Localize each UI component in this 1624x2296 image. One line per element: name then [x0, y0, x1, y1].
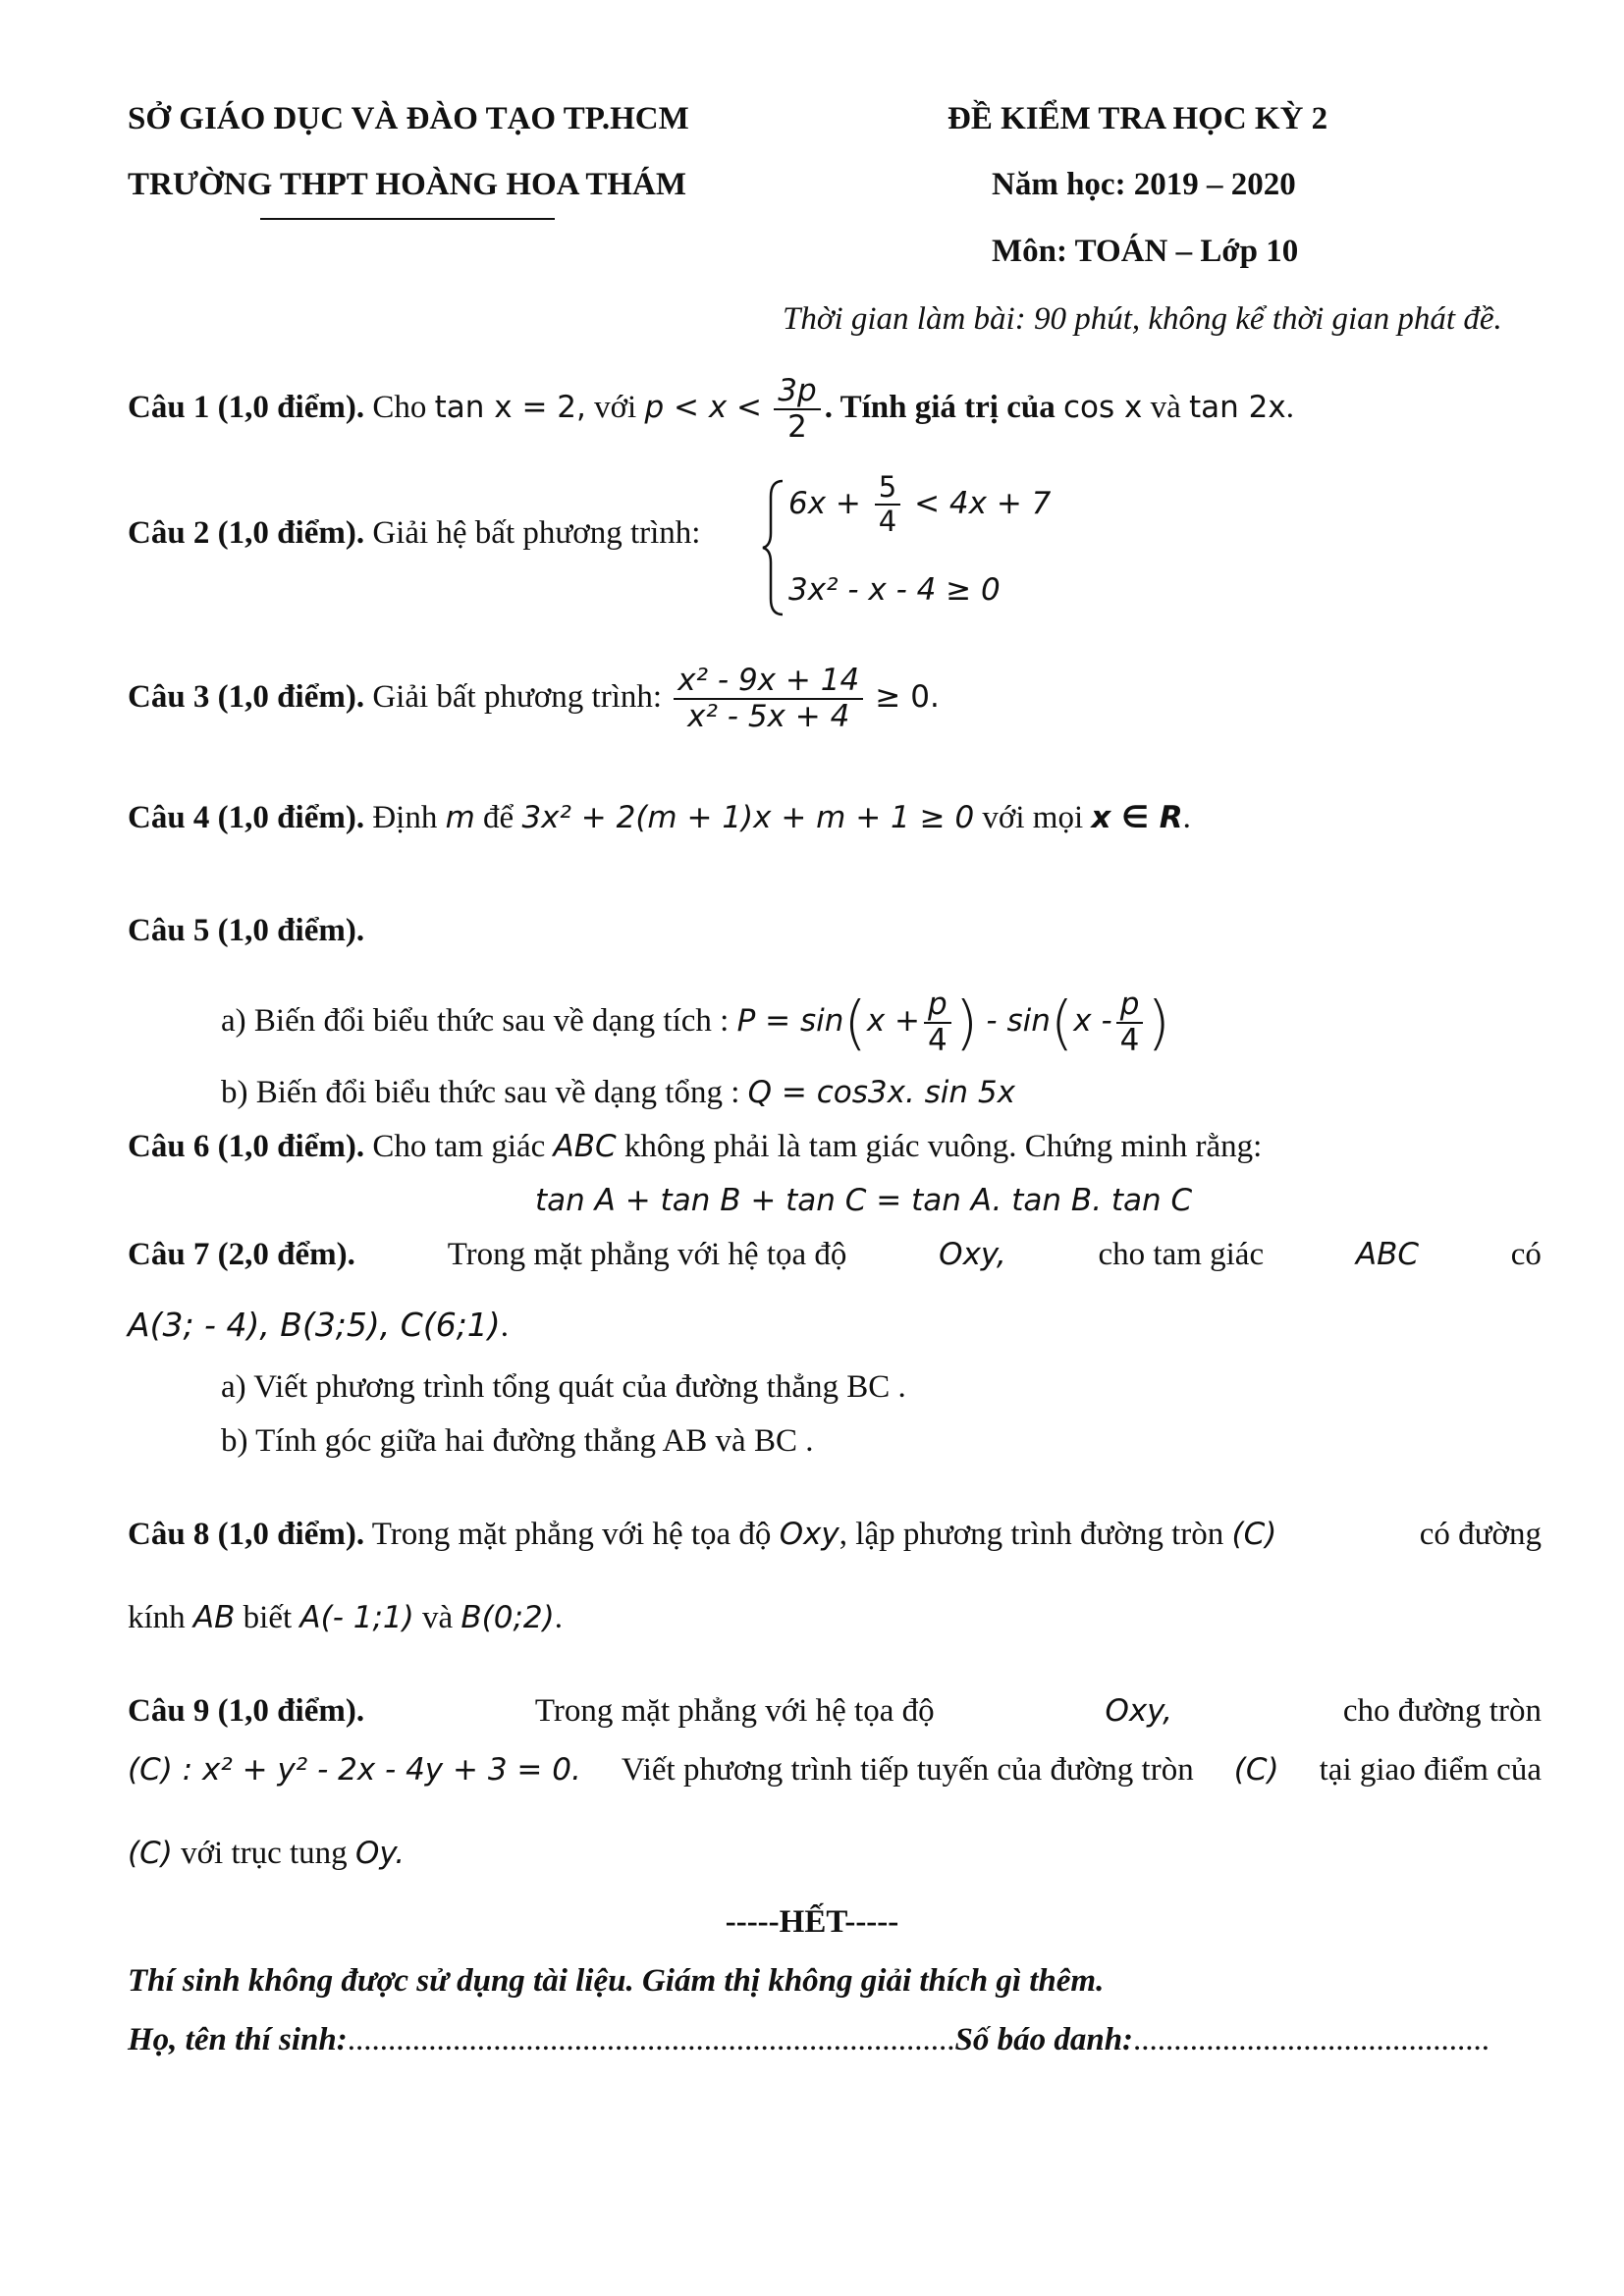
fraction-numerator: 5 [875, 471, 900, 506]
question-8-text: , lập phương trình đường tròn [839, 1517, 1224, 1552]
question-7a: a) Viết phương trình tổng quát của đường thẳng BC . [221, 1369, 906, 1405]
fraction-numerator: p [1116, 988, 1144, 1025]
question-1-text: . Tính giá trị của [824, 390, 1056, 425]
question-7b: b) Tính góc giữa hai đường thẳng AB và BC . [221, 1423, 814, 1459]
question-2-line-1 [788, 471, 1051, 539]
question-1-text: Cho [372, 390, 427, 425]
school-year: Năm học: 2019 – 2020 [992, 167, 1296, 202]
candidate-id-label: Số báo danh: [954, 2022, 1134, 2057]
question-6-math: ABC [553, 1129, 617, 1164]
question-4-text: Định [372, 800, 438, 835]
question-8-math: B(0;2) [460, 1600, 555, 1635]
question-2 [128, 515, 700, 552]
question-9-text: Viết phương trình tiếp tuyến của đường tròn [621, 1752, 1194, 1788]
question-5-label: Câu 5 (1,0 điểm). [128, 913, 365, 948]
question-9-math: (C) [128, 1836, 173, 1871]
question-7-text: có [1510, 1237, 1542, 1272]
question-7-math: Oxy, [939, 1237, 1006, 1272]
question-4-math: 3x² + 2(m + 1)x + m + 1 ≥ 0 [521, 800, 975, 835]
question-5a [221, 977, 1170, 1065]
question-7-label: Câu 7 (2,0 đểm). [128, 1237, 355, 1272]
question-5b [221, 1075, 1015, 1111]
question-1-fraction [774, 374, 820, 446]
question-5a-fraction-2 [1116, 988, 1144, 1059]
school-name: TRƯỜNG THPT HOÀNG HOA THÁM [128, 167, 687, 202]
fraction-numerator: p [924, 988, 951, 1025]
question-8-math: A(- 1;1) [299, 1600, 414, 1635]
question-9-math: (C) [1233, 1752, 1279, 1788]
math-term: 6x + [788, 485, 861, 521]
question-4-math: m [445, 800, 475, 835]
end-marker: -----HẾT----- [725, 1904, 899, 1940]
question-3-label: Câu 3 (1,0 điểm). [128, 679, 365, 715]
candidate-info [128, 2022, 1489, 2058]
question-3-text: Giải bất phương trình: [372, 679, 663, 715]
question-7-points: A(3; - 4), B(3;5), C(6;1) [128, 1306, 501, 1344]
question-7-text: cho tam giác [1098, 1237, 1265, 1272]
question-8-text: . [554, 1600, 563, 1635]
question-3 [128, 653, 940, 741]
right-paren-icon: ) [1147, 988, 1170, 1058]
candidate-id-field: ............................................ [1133, 2022, 1490, 2057]
fraction-numerator: x² - 9x + 14 [674, 664, 863, 701]
question-9-line-2 [128, 1752, 1542, 1789]
question-9-text: tại giao điểm của [1319, 1752, 1542, 1788]
candidate-name-label: Họ, tên thí sinh: [128, 2022, 348, 2057]
question-2-fraction [875, 471, 900, 539]
question-5b-text: b) Biến đổi biểu thức sau về dạng tổng : [221, 1075, 740, 1110]
question-9-math: Oxy, [1105, 1693, 1172, 1729]
question-9-label: Câu 9 (1,0 điểm). [128, 1693, 365, 1729]
subject-line: Môn: TOÁN – Lớp 10 [992, 234, 1299, 269]
question-5a-math: x - [1073, 1003, 1112, 1039]
question-1-math: tan x = 2, [434, 390, 586, 425]
question-1-text: và [1150, 390, 1181, 425]
question-7-text: Trong mặt phẳng với hệ tọa độ [447, 1237, 847, 1272]
question-6-label: Câu 6 (1,0 điểm). [128, 1129, 365, 1164]
question-8-math: AB [192, 1600, 236, 1635]
question-5a-math: x + [866, 1003, 920, 1039]
question-6-text: không phải là tam giác vuông. Chứng minh rằng: [623, 1129, 1263, 1164]
question-4-text: để [483, 800, 514, 835]
left-brace-icon [761, 479, 790, 616]
question-8-text: có đường [1419, 1517, 1542, 1552]
fraction-denominator: 2 [787, 409, 807, 446]
question-1-math: tan 2x [1188, 390, 1286, 425]
question-2-label: Câu 2 (1,0 điểm). [128, 515, 365, 551]
question-8-text: biết [243, 1600, 293, 1635]
question-1-text: . [1285, 390, 1294, 425]
candidate-name-field: ........................................................................... [347, 2022, 955, 2057]
question-7-line-2 [128, 1306, 509, 1345]
header-underline [260, 218, 555, 220]
question-8-math: (C) [1231, 1517, 1277, 1552]
question-8-text: kính [128, 1600, 186, 1635]
fraction-numerator: 3p [774, 374, 820, 411]
question-8-label: Câu 8 (1,0 điểm). [128, 1517, 365, 1552]
question-9-text: Trong mặt phẳng với hệ tọa độ [534, 1693, 935, 1729]
question-5a-fraction-1 [924, 988, 951, 1059]
fraction-denominator: 4 [878, 505, 897, 539]
question-5a-math: P = sin [736, 1003, 844, 1039]
question-9-line-3 [128, 1836, 405, 1872]
question-2-line-2: 3x² - x - 4 ≥ 0 [788, 572, 1001, 608]
left-paren-icon: ( [843, 988, 867, 1058]
fraction-denominator: 4 [1119, 1023, 1140, 1059]
question-8-line-2 [128, 1600, 563, 1636]
question-8-text: Trong mặt phẳng với hệ tọa độ [371, 1517, 772, 1552]
question-1-text: với [594, 390, 637, 425]
left-paren-icon: ( [1050, 988, 1074, 1058]
question-5b-math: Q = cos3x. sin 5x [747, 1075, 1015, 1110]
question-4-label: Câu 4 (1,0 điểm). [128, 800, 365, 835]
question-4-text: với mọi [982, 800, 1084, 835]
question-9-line-1 [128, 1693, 1542, 1730]
question-7-dot: . [500, 1308, 509, 1344]
question-9-math: Oy. [354, 1836, 406, 1871]
question-6-text: Cho tam giác [372, 1129, 546, 1164]
question-9-text: cho đường tròn [1342, 1693, 1542, 1729]
question-5a-math: - sin [986, 1003, 1051, 1039]
question-7-line-1 [128, 1237, 1542, 1273]
question-8-math: Oxy [779, 1517, 839, 1552]
question-1-math: cos x [1062, 390, 1143, 425]
question-3-tail: ≥ 0. [875, 679, 940, 715]
question-6 [128, 1129, 1262, 1165]
question-9-math: (C) : x² + y² - 2x - 4y + 3 = 0. [128, 1752, 581, 1788]
fraction-denominator: x² - 5x + 4 [687, 699, 850, 735]
question-8-text: và [421, 1600, 454, 1635]
question-9-text: với trục tung [181, 1836, 348, 1871]
question-3-fraction [674, 664, 863, 735]
question-2-text: Giải hệ bất phương trình: [372, 515, 701, 551]
question-1-label: Câu 1 (1,0 điểm). [128, 390, 365, 425]
math-term: < 4x + 7 [914, 485, 1052, 521]
department-name: SỞ GIÁO DỤC VÀ ĐÀO TẠO TP.HCM [128, 101, 689, 136]
question-4-math: x ∈ R [1091, 800, 1183, 835]
right-paren-icon: ) [954, 988, 979, 1058]
exam-title: ĐỀ KIỂM TRA HỌC KỲ 2 [947, 101, 1328, 136]
question-6-formula: tan A + tan B + tan C = tan A. tan B. tan C [535, 1183, 1193, 1218]
question-4-text: . [1182, 800, 1191, 835]
footer-note: Thí sinh không được sử dụng tài liệu. Giám thị không giải thích gì thêm. [128, 1963, 1105, 1999]
question-1 [128, 363, 1294, 452]
question-7-math: ABC [1355, 1237, 1419, 1272]
question-1-math: p < x < [644, 390, 763, 425]
question-8-line-1 [128, 1517, 1542, 1553]
question-4 [128, 800, 1191, 836]
time-note: Thời gian làm bài: 90 phút, không kể thời gian phát đề. [783, 301, 1502, 337]
question-5a-text: a) Biến đổi biểu thức sau về dạng tích : [221, 1003, 730, 1039]
fraction-denominator: 4 [928, 1023, 947, 1059]
